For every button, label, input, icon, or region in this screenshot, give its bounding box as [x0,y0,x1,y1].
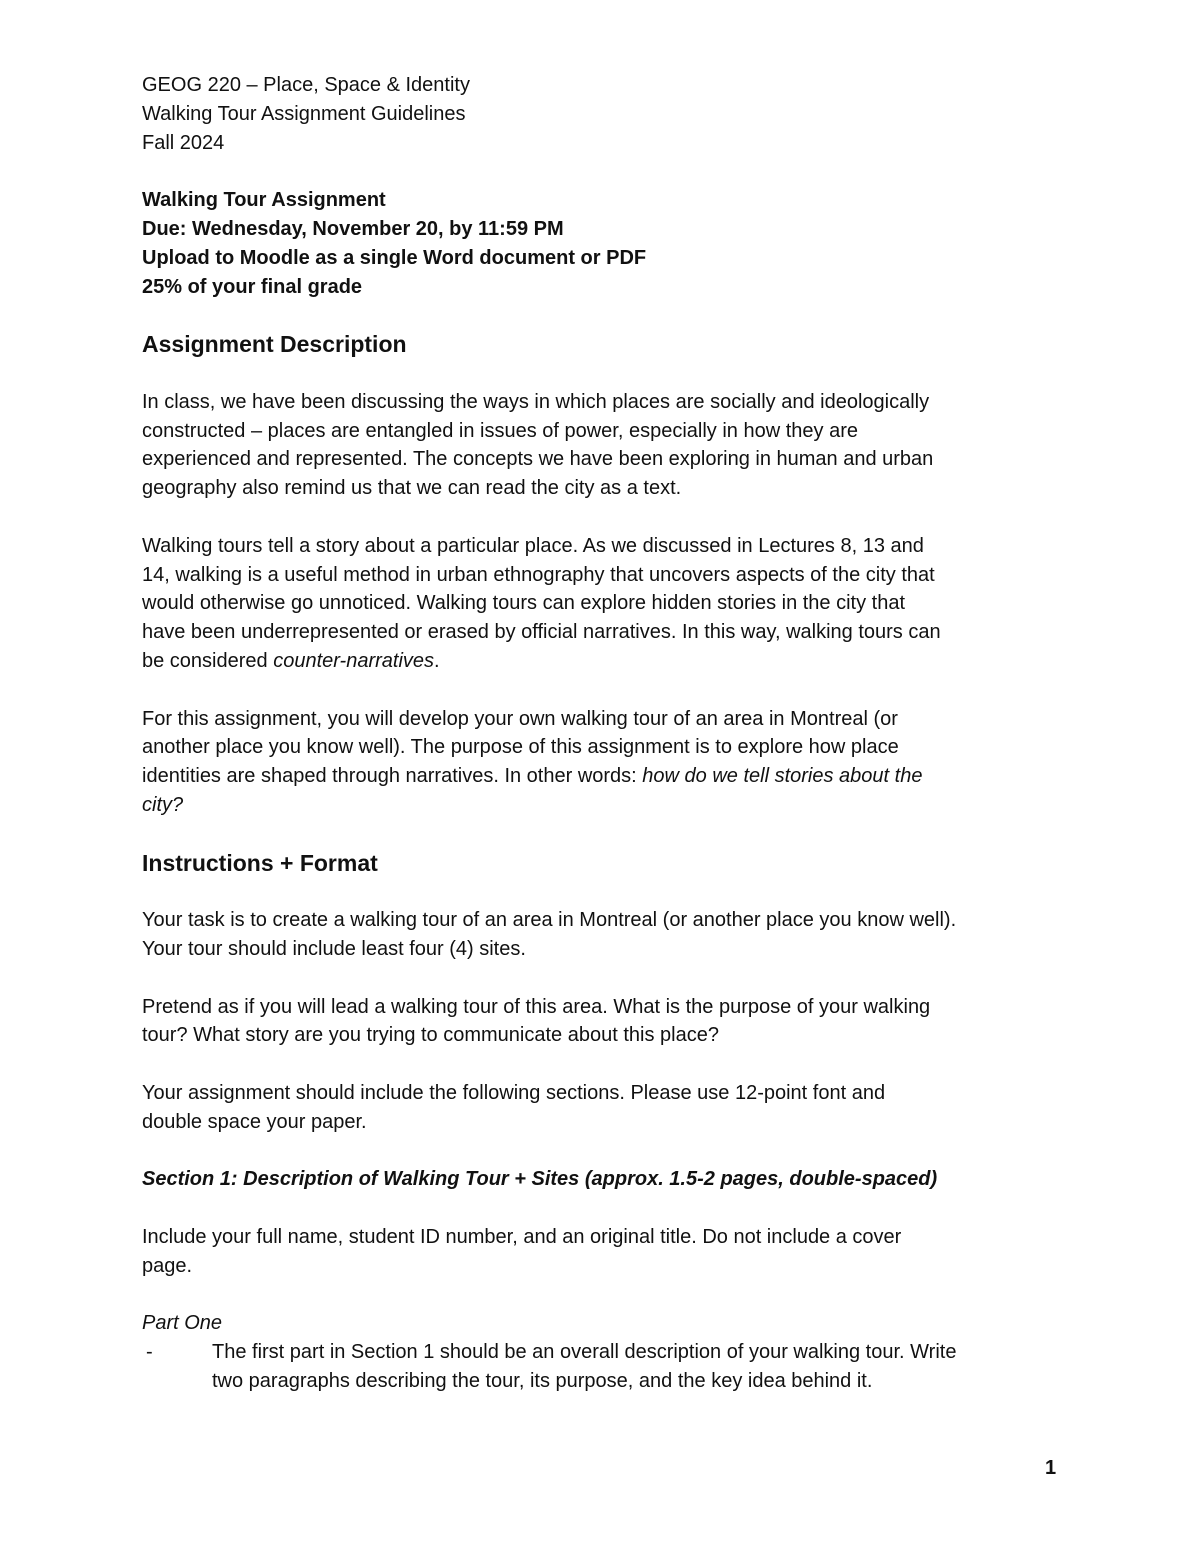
section-1-heading: Section 1: Description of Walking Tour + Sites (approx. 1.5-2 pages, double-spaced) [142,1168,938,1191]
text-run: . [434,649,440,672]
text-line [142,762,1062,791]
description-paragraph-1 [142,388,1062,503]
upload-instructions: Upload to Moodle as a single Word document or PDF [142,246,647,269]
text-line: 14, walking is a useful method in urban ethnography that uncovers aspects of the city that [142,563,935,586]
emphasis-counter-narratives: counter-narratives [273,649,435,672]
text-line: In class, we have been discussing the ways in which places are socially and ideologically [142,390,930,413]
text-line: two paragraphs describing the tour, its purpose, and the key idea behind it. [212,1369,873,1392]
text-line [142,647,1062,676]
description-paragraph-3 [142,705,1062,820]
text-line: Pretend as if you will lead a walking tour of this area. What is the purpose of your walking [142,995,931,1018]
text-line: Include your full name, student ID number, and an original title. Do not include a cover [142,1225,902,1248]
grade-weight: 25% of your final grade [142,275,363,298]
text-line: Walking tours tell a story about a particular place. As we discussed in Lectures 8, 13 and [142,534,924,557]
instructions-paragraph-3 [142,1079,1062,1137]
text-line: would otherwise go unnoticed. Walking tours can explore hidden stories in the city that [142,592,906,615]
text-line: have been underrepresented or erased by official narratives. In this way, walking tours can [142,621,941,644]
course-title: GEOG 220 – Place, Space & Identity [142,74,470,96]
due-date: Due: Wednesday, November 20, by 11:59 PM [142,217,564,240]
text-line: tour? What story are you trying to communicate about this place? [142,1024,719,1047]
text-line: city? [142,793,184,816]
text-run: identities are shaped through narratives. In other words: [142,765,643,788]
section-1-paragraph [142,1223,1062,1281]
assignment-description-heading: Assignment Description [142,331,407,358]
instructions-format-heading: Instructions + Format [142,849,378,876]
part-one-label: Part One [142,1312,223,1335]
text-run: be considered [142,649,274,672]
text-line: For this assignment, you will develop your own walking tour of an area in Montreal (or [142,707,898,730]
text-line: page. [142,1254,193,1277]
instructions-paragraph-2 [142,993,1062,1051]
assignment-title: Walking Tour Assignment [142,189,386,212]
text-line: constructed – places are entangled in issues of power, especially in how they are [142,419,858,442]
text-line: experienced and represented. The concepts we have been exploring in human and urban [142,448,934,471]
bullet-dash: - [146,1341,153,1364]
text-line: geography also remind us that we can read the city as a text. [142,477,682,500]
page-number: 1 [1045,1457,1057,1479]
instructions-paragraph-1 [142,906,1062,964]
emphasis-question: how do we tell stories about the [642,765,923,788]
text-line: Your task is to create a walking tour of an area in Montreal (or another place you know well). [142,909,957,932]
text-line: Your assignment should include the following sections. Please use 12-point font and [142,1081,886,1104]
text-line: another place you know well). The purpose of this assignment is to explore how place [142,736,899,759]
list-item [142,1338,1062,1396]
document-title: Walking Tour Assignment Guidelines [142,102,466,125]
text-line: The first part in Section 1 should be an overall description of your walking tour. Write [212,1341,957,1364]
text-line: Your tour should include least four (4) sites. [142,937,526,960]
description-paragraph-2 [142,532,1062,676]
text-line: double space your paper. [142,1110,367,1133]
term: Fall 2024 [142,131,225,154]
document-page [142,71,1062,1396]
